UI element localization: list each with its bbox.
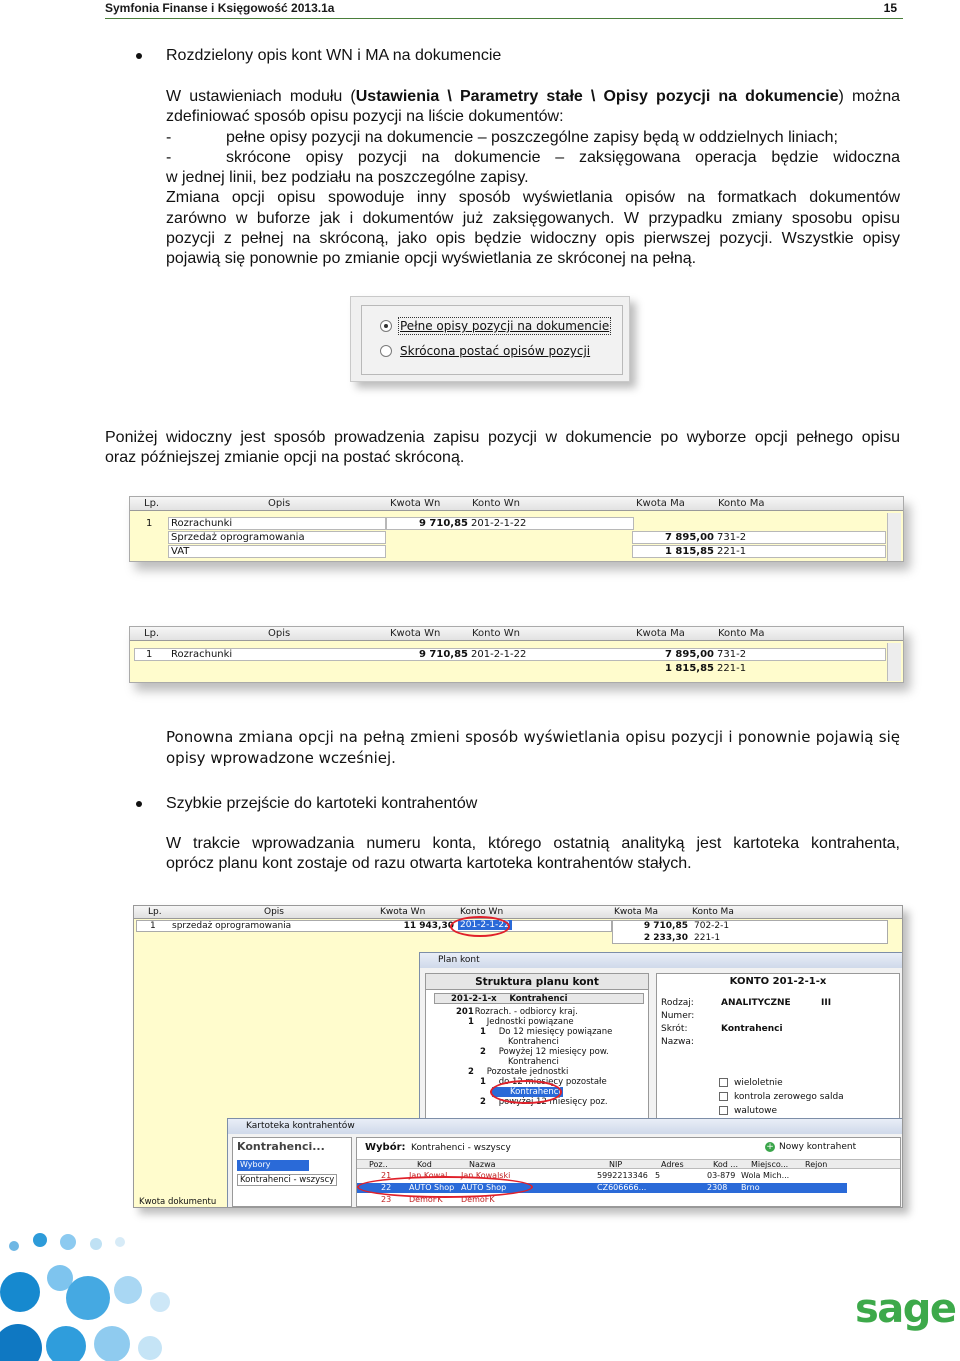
scrollbar[interactable] bbox=[887, 513, 901, 561]
grid-header bbox=[130, 627, 903, 641]
circle-deco bbox=[9, 1241, 19, 1251]
circle-deco bbox=[46, 1326, 86, 1361]
col-konto-ma[interactable]: Konto Ma bbox=[718, 628, 765, 639]
circle-deco bbox=[115, 1237, 125, 1247]
col-konto-wn[interactable]: Konto Wn bbox=[472, 498, 520, 509]
sidebar-item[interactable]: Kontrahenci - wszyscy bbox=[237, 1174, 337, 1186]
circle-deco bbox=[90, 1238, 102, 1250]
col-lp[interactable]: Lp. bbox=[148, 907, 162, 917]
circle-deco bbox=[0, 1324, 42, 1361]
para2-line-3: pozycji z pełnej na skróconą, jako opis będzie widoczny opis pierwszej pozycji. Wszystkie opisy bbox=[166, 230, 900, 248]
highlight-ring bbox=[357, 1176, 533, 1198]
radio-button[interactable] bbox=[380, 345, 392, 357]
circle-deco bbox=[138, 1336, 162, 1360]
decorative-circles bbox=[0, 1230, 190, 1361]
contractor-lookup-screenshot: Lp. Opis Kwota Wn Konto Wn Kwota Ma Konto Ma 1 sprzedaż oprogramowania 11 943,30 201-2-1-22 9 710,85 702-2-1 2 233,30 221-1 Kwota dokumentu Plan kont Struktura planu kont 201-2-1-x Kontrahenci 201 Rozrach. - odbiorcy kraj. 1 Jednostki powiązane 1 Do 12 miesięcy powiązane Kontrahenci 2 Powyżej 12 miesięcy pow. Kontrahenci 2 Pozostałe jednostki 1 do 12 miesięcy pozostałe Kontrahenci 2 powyżej 12 miesięcy poz. KONTO 201-2-1-x Rodzaj: ANALITYCZNE III Numer: Skrót: Kontrahenci Nazwa: wieloletnie kontrola zerowego salda walutowe Kartoteka kontrahentów Kontrahenci... Wybory Kontrahenci - wszyscy Wybór: Kontrahenci - wszyscy + Nowy kontrahent Poz.. Kod Nazwa NIP Adres Kod ... Miejsco... Rejon 21 Jan Kowal... Jan Kowalski 5992213346 5 03-879 Wola Mich... 22 AUTO Shop AUTO Shop CZ606666... 2308 Brno 23 DemoFK DemoFK bbox=[133, 905, 903, 1208]
radio-label-short: Skrócona postać opisów pozycji bbox=[400, 344, 591, 358]
col-konto-wn[interactable]: Konto Wn bbox=[472, 628, 520, 639]
settings-path: Ustawienia \ Parametry stałe \ Opisy pozycji na dokumencie bbox=[355, 88, 839, 105]
grid-header bbox=[130, 497, 903, 511]
col-kwota-ma[interactable]: Kwota Ma bbox=[636, 628, 685, 639]
col-kwota-wn[interactable]: Kwota Wn bbox=[390, 498, 441, 509]
section-heading: Rozdzielony opis kont WN i MA na dokumencie bbox=[166, 47, 502, 64]
account-input[interactable]: 201-2-1-22 bbox=[460, 920, 510, 930]
option-short-line: - skrócone opisy pozycji na dokumencie – zaksięgowana operacja będzie widoczna bbox=[166, 148, 900, 166]
tree-node[interactable]: 1 do 12 miesięcy pozostałe bbox=[480, 1077, 607, 1087]
radio-button-selected[interactable] bbox=[380, 320, 392, 332]
after-grids-line-1: Ponowna zmiana opcji na pełną zmieni sposób wyświetlania opisu pozycji i ponownie pojawią się bbox=[166, 728, 900, 746]
kartoteka-sidebar bbox=[232, 1137, 352, 1207]
bullet-dot bbox=[136, 801, 142, 807]
para2-line-4: pojawią się ponownie po zmianie opcji wyświetlania ze skróconej na pełną. bbox=[166, 250, 697, 268]
col-opis[interactable]: Opis bbox=[268, 498, 291, 509]
radio-option-short[interactable] bbox=[380, 344, 590, 358]
grid-full-descriptions: Lp. Opis Kwota Wn Konto Wn Kwota Ma Konto Ma 1 Rozrachunki 9 710,85 201-2-1-22 Sprzedaż oprogramowania 7 895,00 731-2 VAT 1 815,85 221-1 bbox=[129, 496, 904, 562]
bullet-dot bbox=[136, 53, 142, 59]
circle-deco bbox=[33, 1233, 47, 1247]
tree-node-selected[interactable]: Kontrahenci bbox=[492, 1087, 563, 1097]
description-mode-dialog bbox=[350, 296, 630, 382]
document-title: Symfonia Finanse i Księgowość 2013.1a bbox=[105, 1, 335, 15]
sage-logo: sage bbox=[855, 1286, 956, 1332]
section-2-line-2: oprócz planu kont zostaje od razu otwarta kartoteka kontrahentów stałych. bbox=[166, 855, 692, 873]
grid-intro-line-2: oraz późniejszej zmianie opcji na postać skróconą. bbox=[105, 449, 465, 467]
table-row[interactable]: 21 Jan Kowal... Jan Kowalski 5992213346 5 03-879 Wola Mich... bbox=[381, 1171, 790, 1180]
grid-intro-line-1: Poniżej widoczny jest sposób prowadzenia zapisu pozycji w dokumencie po wyborze opcji pełnego opisu bbox=[105, 429, 900, 446]
grid-short-descriptions: Lp. Opis Kwota Wn Konto Wn Kwota Ma Konto Ma 1 Rozrachunki 9 710,85 201-2-1-22 7 895,00 731-2 1 815,85 221-1 bbox=[129, 626, 904, 683]
tree-node[interactable]: Kontrahenci bbox=[508, 1057, 559, 1067]
col-opis[interactable]: Opis bbox=[264, 907, 284, 917]
after-grids-line-2: opisy wprowadzone wcześniej. bbox=[166, 748, 396, 767]
highlight-ring bbox=[450, 916, 510, 937]
page-number: 15 bbox=[883, 1, 897, 15]
checkbox-wieloletnie[interactable]: wieloletnie bbox=[719, 1078, 783, 1088]
table-row-selected[interactable]: 22 AUTO Shop AUTO Shop CZ606666... 2308 Brno bbox=[357, 1183, 847, 1193]
new-contractor-button[interactable]: + Nowy kontrahent bbox=[766, 1142, 857, 1152]
window-title: Plan kont bbox=[420, 953, 902, 968]
col-kwota-ma[interactable]: Kwota Ma bbox=[636, 498, 685, 509]
col-kwota-wn[interactable]: Kwota Wn bbox=[380, 907, 426, 917]
contractors-list: Wybór: Kontrahenci - wszyscy + Nowy kontrahent Poz.. Kod Nazwa NIP Adres Kod ... Miejsco... Rejon 21 Jan Kowal... Jan Kowalski 5992213346 5 03-879 Wola Mich... 22 AUTO Shop AUTO Shop CZ606666... 2308 Brno 23 DemoFK DemoFK bbox=[356, 1137, 901, 1207]
intro-line-1: W ustawieniach modułu (Ustawienia \ Parametry stałe \ Opisy pozycji na dokumencie) można bbox=[166, 88, 901, 105]
page-header bbox=[105, 0, 903, 19]
radio-label-full: Pełne opisy pozycji na dokumencie bbox=[400, 319, 610, 333]
account-header: KONTO 201-2-1-x bbox=[729, 976, 827, 987]
para2-line-2: zarówno w buforze jak i dokumentów już zaksięgowanych. W przypadku zmiany sposobu opisu bbox=[166, 209, 900, 227]
scrollbar[interactable] bbox=[887, 643, 901, 681]
col-kwota-wn[interactable]: Kwota Wn bbox=[390, 628, 441, 639]
after-grids-text bbox=[166, 727, 900, 768]
sidebar-title: Kontrahenci... bbox=[237, 1140, 325, 1153]
circle-deco bbox=[66, 1276, 110, 1320]
tree-node[interactable]: 1 Jednostki powiązane bbox=[468, 1017, 574, 1027]
col-lp[interactable]: Lp. bbox=[144, 498, 160, 509]
circle-deco bbox=[94, 1326, 130, 1361]
intro-line-2: zdefiniować sposób opisu pozycji na liście dokumentów: bbox=[166, 108, 564, 126]
circle-deco bbox=[114, 1276, 142, 1304]
circle-deco bbox=[60, 1234, 76, 1250]
option-short-line-2: w jednej linii, bez podziału na poszczególne zapisy. bbox=[166, 169, 529, 187]
para2-line-1: Zmiana opcji opisu spowoduje inny sposób wyświetlania opisów na formatkach dokumentów bbox=[166, 189, 900, 207]
tree-panel-title: Struktura planu kont bbox=[426, 974, 648, 990]
radio-group bbox=[361, 305, 623, 375]
col-lp[interactable]: Lp. bbox=[144, 628, 160, 639]
grid-header bbox=[134, 906, 902, 919]
col-kwota-ma[interactable]: Kwota Ma bbox=[614, 907, 658, 917]
tree-node[interactable]: Kontrahenci bbox=[508, 1037, 559, 1047]
section-2-line-1: W trakcie wprowadzania numeru konta, którego ostatnią analityką jest kartoteka kontrahenta, bbox=[166, 835, 900, 852]
col-opis[interactable]: Opis bbox=[268, 628, 291, 639]
tree-node[interactable]: 201 Rozrach. - odbiorcy kraj. bbox=[456, 1007, 578, 1017]
highlight-ring bbox=[490, 1080, 562, 1104]
tree-node[interactable]: 2 powyżej 12 miesięcy poz. bbox=[480, 1097, 608, 1107]
table-row[interactable]: 23 DemoFK DemoFK bbox=[381, 1195, 495, 1204]
list-header: Poz.. Kod Nazwa NIP Adres Kod ... Miejsco... Rejon bbox=[357, 1159, 900, 1169]
radio-option-full[interactable] bbox=[380, 319, 609, 333]
tree-selected-node[interactable]: 201-2-1-x Kontrahenci bbox=[434, 993, 644, 1004]
footer-label: Kwota dokumentu bbox=[139, 1197, 217, 1207]
tree-node[interactable]: 2 Pozostałe jednostki bbox=[468, 1067, 569, 1077]
option-full-line: - pełne opisy pozycji na dokumencie – poszczególne zapisy będą w oddzielnych liniach; bbox=[166, 128, 838, 146]
grid-intro bbox=[105, 428, 900, 469]
account-details: KONTO 201-2-1-x Rodzaj: ANALITYCZNE III Numer: Skrót: Kontrahenci Nazwa: wieloletnie kontrola zerowego salda walutowe bbox=[656, 973, 900, 1151]
section-heading: Szybkie przejście do kartoteki kontrahentów bbox=[166, 795, 478, 812]
tree-node[interactable]: 2 Powyżej 12 miesięcy pow. bbox=[480, 1047, 609, 1057]
kartoteka-window bbox=[227, 1118, 903, 1208]
col-konto-ma[interactable]: Konto Ma bbox=[692, 907, 734, 917]
checkbox-walutowe[interactable]: walutowe bbox=[719, 1106, 777, 1116]
section-2-body bbox=[166, 834, 900, 875]
circle-deco bbox=[0, 1272, 40, 1312]
circle-deco bbox=[150, 1292, 170, 1312]
checkbox-kontrola-salda[interactable]: kontrola zerowego salda bbox=[719, 1092, 844, 1102]
wybory-combo[interactable]: Wybory bbox=[237, 1160, 309, 1171]
tree-node[interactable]: 1 Do 12 miesięcy powiązane bbox=[480, 1027, 613, 1037]
col-konto-ma[interactable]: Konto Ma bbox=[718, 498, 765, 509]
window-title: Kartoteka kontrahentów bbox=[228, 1119, 902, 1134]
col-konto-wn[interactable]: Konto Wn bbox=[460, 907, 504, 917]
section-1-body bbox=[166, 87, 900, 270]
